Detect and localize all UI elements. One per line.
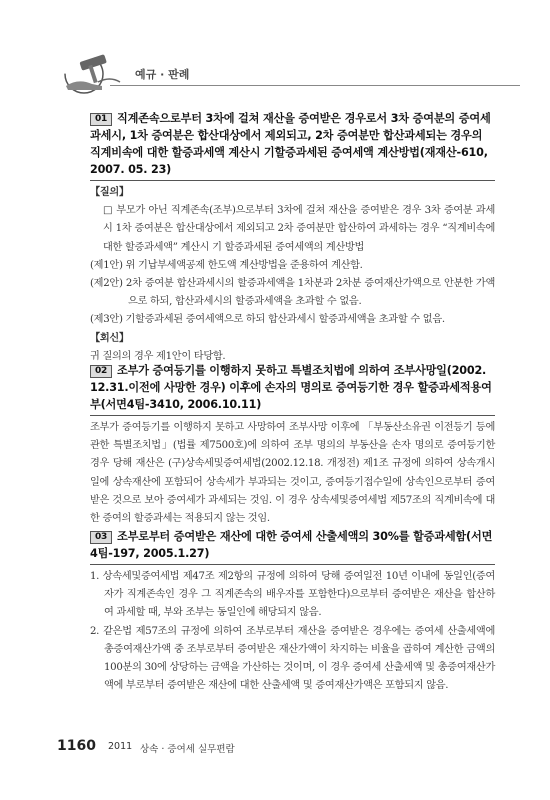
list-item: 1. 상속세및증여세법 제47조 제2항의 규정에 의하여 당해 증여일전 10년 이내에 동일인(증여자가 직계존속인 경우 그 직계존속의 배우자를 포함한다)으로부터 증여받은 재산을 합산하여 과세할 때, 부와 조부는 동일인에 해당되지 않음. <box>90 571 495 619</box>
page-number: 1160 <box>57 738 96 754</box>
section-title-text: 조부로부터 증여받은 재산에 대한 증여세 산출세액의 30%를 할증과세함(서면4팀-197, 2005.1.27) <box>90 530 493 560</box>
section-divider <box>90 564 495 565</box>
section-number-badge: 03 <box>90 531 112 544</box>
footer-year: 2011 <box>108 741 133 752</box>
section-divider <box>90 415 495 416</box>
option-2: (제2안) 2차 증여분 합산과세시의 할증과세액을 1차분과 2차분 증여재산가액으로 안분한 가액으로 하되, 합산과세시의 할증과세액을 초과할 수 없음. <box>90 278 495 308</box>
section-title <box>90 110 495 178</box>
section-title <box>90 362 495 413</box>
section-body: 조부가 증여등기를 이행하지 못하고 사망하여 조부사망 이후에 「부동산소유권 이전등기 등에 관한 특별조치법」(법률 제7500호)에 의하여 조부 명의의 부동산을 손자 명의로 증여등기한 경우 당해 재산은 (구)상속세및증여세법(2002.12.18. 개정전) 제1조 규정에 의하여 상속개시일에 상속재산에 포함되어 상속세가 부과되는 것이고, 증여등기접수일에 상속인으로부터 증여받은 것으로 보아 증여세가 과세되는 것임. 이 경우 상속세및증여세법 제57조의 직계비속에 대한 증여의 할증과세는 적용되지 않는 것임. <box>90 422 495 525</box>
answer-label: 【회신】 <box>90 332 129 344</box>
question-label: 【질의】 <box>90 187 129 198</box>
section-03 <box>90 528 495 695</box>
section-number-badge: 01 <box>90 113 112 126</box>
section-02 <box>90 362 495 528</box>
question-text: □ 부모가 아닌 직계존속(조부)으로부터 3차에 걸쳐 재산을 증여받은 경우 3차 증여분 과세시 1차 증여분은 합산대상에서 제외되고 2차 증여분만 합산하여 과세하는 경우 “직계비속에 대한 할증과세액” 계산시 기 할증과세된 증여세액의 계산방법 <box>103 205 495 253</box>
section-title-text: 조부가 증여등기를 이행하지 못하고 특별조치법에 의하여 조부사망일(2002. 12.31.이전에 사망한 경우) 이후에 손자의 명의로 증여등기한 경우 할증과세적용여부(서면4팀-3410, 2006.10.11) <box>90 364 492 411</box>
answer-text: 귀 질의의 경우 제1안이 타당함. <box>90 350 226 362</box>
option-1: (제1안) 위 기납부세액공제 한도액 계산방법을 준용하여 계산함. <box>90 259 363 271</box>
section-title-text: 직계존속으로부터 3차에 걸쳐 재산을 증여받은 경우로서 3차 증여분의 증여세 과세시, 1차 증여분은 합산대상에서 제외되고, 2차 증여분만 합산과세되는 경우의 직계비속에 대한 할증과세액 계산시 기할증과세된 증여세액 계산방법(재재산-610, 2007. 05. 23) <box>90 112 491 176</box>
section-number-badge: 02 <box>90 365 112 378</box>
hand-gavel-illustration <box>58 48 128 96</box>
section-01 <box>90 110 495 366</box>
list-item: 2. 같은법 제57조의 규정에 의하여 조부로부터 재산을 증여받은 경우에는 증여세 산출세액에 총증여재산가액 중 조부로부터 증여받은 재산가액이 차지하는 비율을 곱하여 계산한 금액의 100분의 30에 상당하는 금액을 가산하는 것이며, 이 경우 증여세 산출세액 및 총증여재산가액에 부로부터 증여받은 재산에 대한 산출세액 및 증여재산가액은 포함되지 않음. <box>90 625 495 692</box>
footer-book-title: 상속 · 증여세 실무편람 <box>140 744 235 755</box>
section-divider <box>90 180 495 181</box>
header-label: 예규 · 판례 <box>135 68 190 81</box>
header-divider <box>110 85 520 86</box>
option-3: (제3안) 기할증과세된 증여세액으로 하되 합산과세시 할증과세액을 초과할 수 없음. <box>90 314 445 326</box>
section-title <box>90 528 495 562</box>
